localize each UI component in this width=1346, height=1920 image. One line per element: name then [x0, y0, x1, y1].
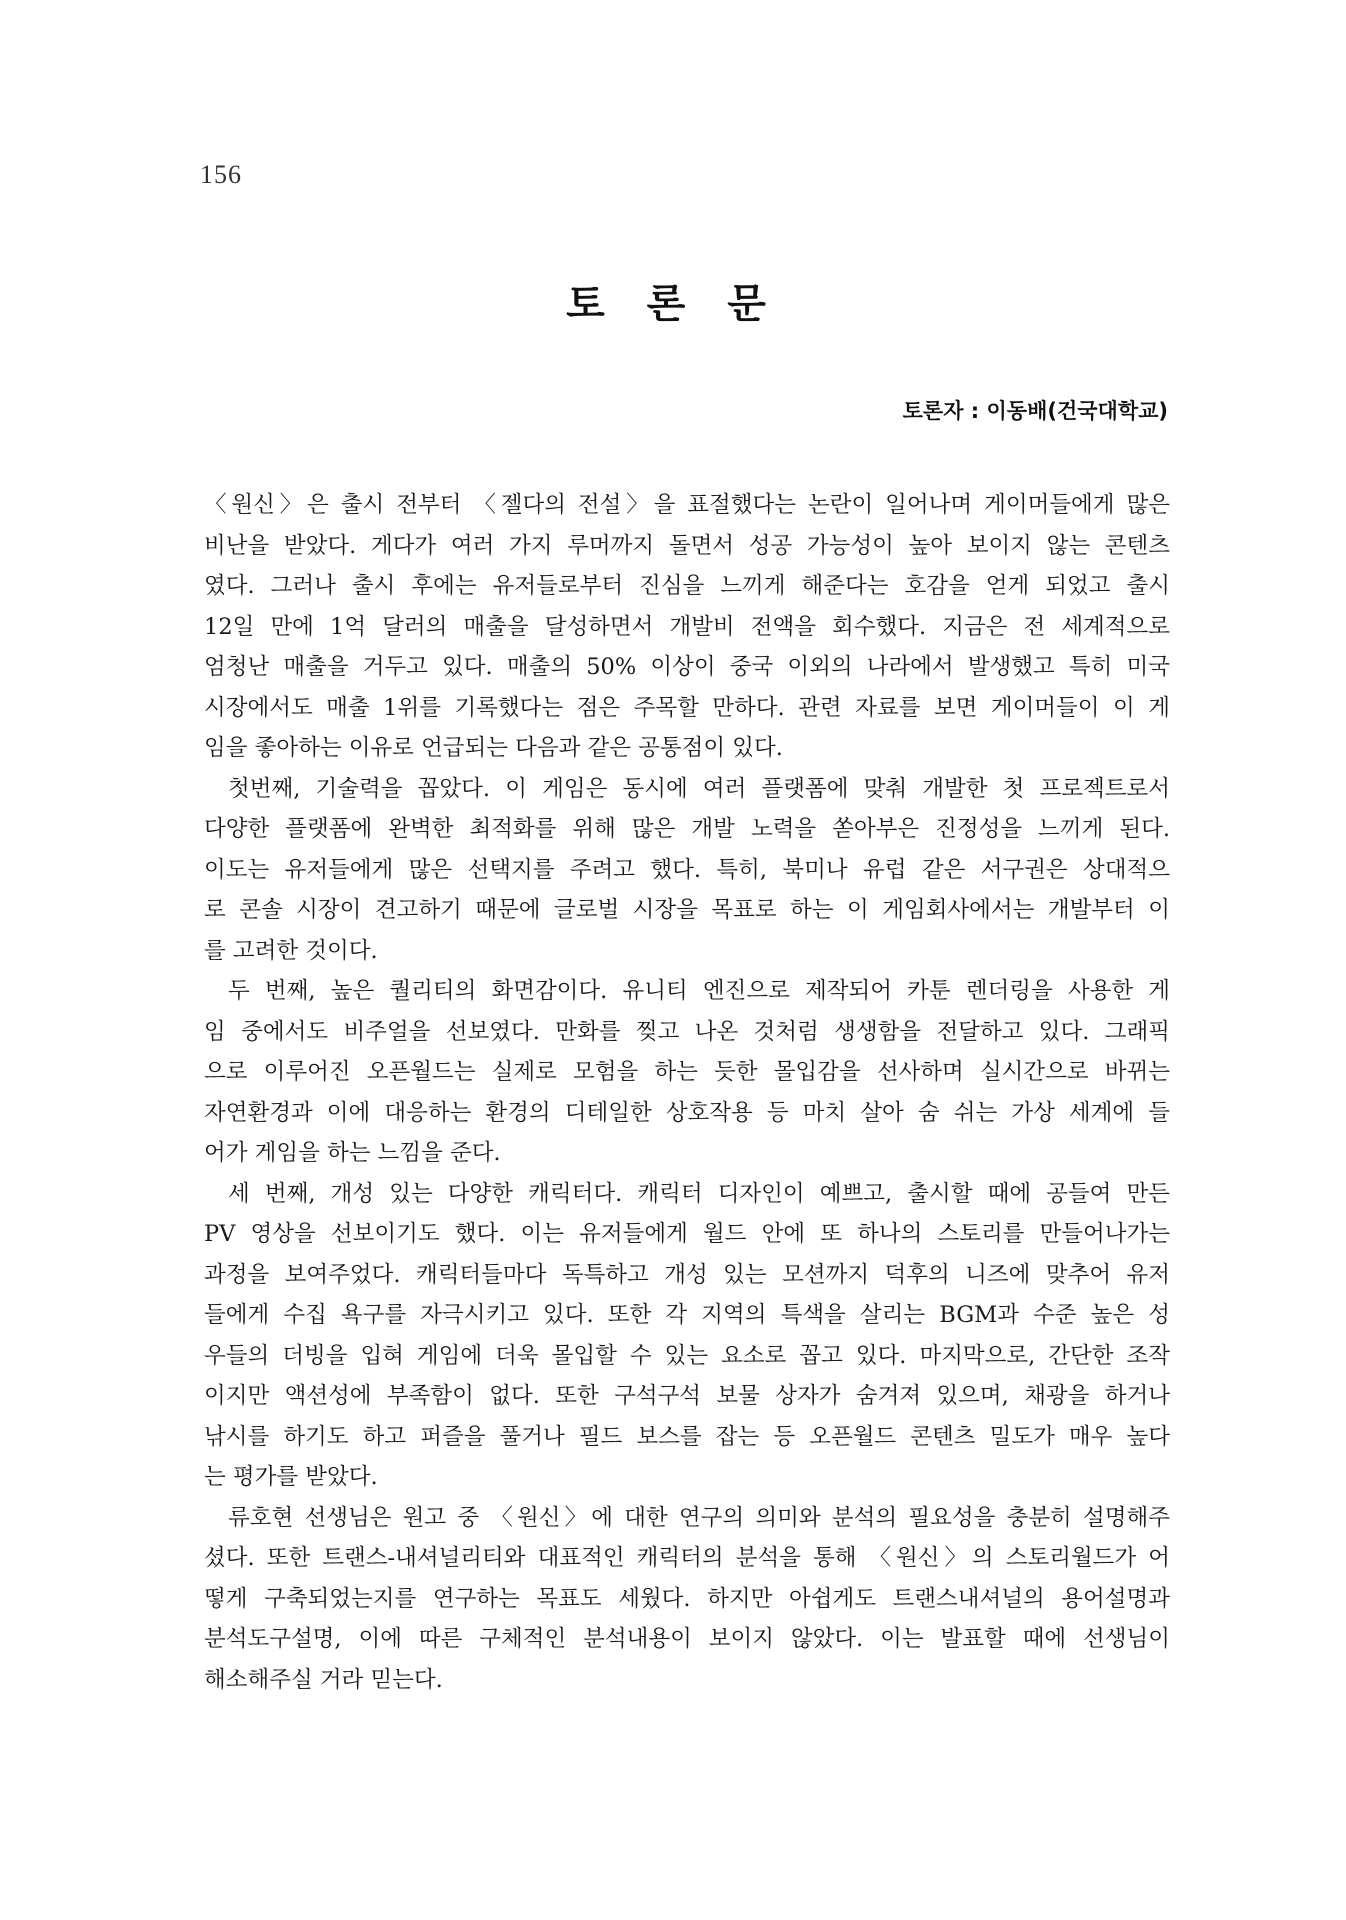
paragraph-line: 시장에서도 매출 1위를 기록했다는 점은 주목할 만하다. 관련 자료를 보면 게이머들이 이 게: [204, 694, 1170, 721]
paragraph-line: 12일 만에 1억 달러의 매출을 달성하면서 개발비 전액을 회수했다. 지금은 전 세계적으로: [204, 613, 1170, 640]
paragraph-line: PV 영상을 선보이기도 했다. 이는 유저들에게 월드 안에 또 하나의 스토리를 만들어나가는: [204, 1221, 1170, 1247]
paragraph-line: 임을 좋아하는 이유로 언급되는 다음과 같은 공통점이 있다.: [204, 735, 783, 761]
paragraph-line: 〈원신〉은 출시 전부터 〈젤다의 전설〉을 표절했다는 논란이 일어나며 게이머들에게 많은: [204, 492, 1170, 518]
discussant-credit: 토론자 : 이동배(건국대학교): [902, 399, 1168, 423]
paragraph-line: 과정을 보여주었다. 캐릭터들마다 독특하고 개성 있는 모션까지 덕후의 니즈에 맞추어 유저: [204, 1261, 1170, 1288]
paragraph-line: 으로 이루어진 오픈월드는 실제로 모험을 하는 듯한 몰입감을 선사하며 실시간으로 바뀌는: [204, 1059, 1170, 1085]
paragraph-line: 첫번째, 기술력을 꼽았다. 이 게임은 동시에 여러 플랫폼에 맞춰 개발한 첫 프로젝트로서: [228, 775, 1170, 802]
paragraph-line: 자연환경과 이에 대응하는 환경의 디테일한 상호작용 등 마치 살아 숨 쉬는 가상 세계에 들: [204, 1099, 1170, 1126]
page-number: 156: [200, 160, 242, 189]
paragraph-line: 두 번째, 높은 퀄리티의 화면감이다. 유니티 엔진으로 제작되어 카툰 렌더링을 사용한 게: [228, 978, 1170, 1004]
paragraph-line: 는 평가를 받았다.: [204, 1464, 378, 1490]
paragraph-line: 였다. 그러나 출시 후에는 유저들로부터 진심을 느끼게 해준다는 호감을 얻게 되었고 출시: [204, 573, 1170, 599]
paragraph-line: 다양한 플랫폼에 완벽한 최적화를 위해 많은 개발 노력을 쏟아부은 진정성을 느끼게 된다.: [204, 816, 1170, 842]
paragraph-line: 들에게 수집 욕구를 자극시키고 있다. 또한 각 지역의 특색을 살리는 BGM과 수준 높은 성: [204, 1302, 1170, 1328]
paragraph-line: 비난을 받았다. 게다가 여러 가지 루머까지 돌면서 성공 가능성이 높아 보이지 않는 콘텐츠: [204, 532, 1170, 559]
paragraph-line: 류호현 선생님은 원고 중 〈원신〉에 대한 연구의 의미와 분석의 필요성을 충분히 설명해주: [228, 1504, 1170, 1531]
paragraph-line: 분석도구설명, 이에 따른 구체적인 분석내용이 보이지 않았다. 이는 발표할 때에 선생님이: [204, 1626, 1170, 1652]
paragraph-line: 세 번째, 개성 있는 다양한 캐릭터다. 캐릭터 디자인이 예쁘고, 출시할 때에 공들여 만든: [228, 1180, 1170, 1207]
paragraph-line: 셨다. 또한 트랜스-내셔널리티와 대표적인 캐릭터의 분석을 통해 〈원신〉의 스토리월드가 어: [204, 1545, 1170, 1571]
paragraph-line: 우들의 더빙을 입혀 게임에 더욱 몰입할 수 있는 요소로 꼽고 있다. 마지막으로, 간단한 조작: [204, 1342, 1170, 1369]
paragraph-line: 임 중에서도 비주얼을 선보였다. 만화를 찢고 나온 것처럼 생생함을 전달하고 있다. 그래픽: [204, 1018, 1170, 1045]
paragraph-line: 어가 게임을 하는 느낌을 준다.: [204, 1140, 501, 1166]
paragraph-line: 엄청난 매출을 거두고 있다. 매출의 50% 이상이 중국 이외의 나라에서 발생했고 특히 미국: [204, 654, 1170, 680]
body-text: [204, 485, 1170, 1700]
page-title: 토 론 문: [566, 281, 780, 327]
paragraph-line: 로 콘솔 시장이 견고하기 때문에 글로벌 시장을 목표로 하는 이 게임회사에서는 개발부터 이: [204, 897, 1170, 923]
paragraph-line: 해소해주실 거라 믿는다.: [204, 1666, 443, 1693]
paragraph-line: 낚시를 하기도 하고 퍼즐을 풀거나 필드 보스를 잡는 등 오픈월드 콘텐츠 밀도가 매우 높다: [204, 1423, 1170, 1450]
paragraph-line: 떻게 구축되었는지를 연구하는 목표도 세웠다. 하지만 아쉽게도 트랜스내셔널의 용어설명과: [204, 1585, 1170, 1612]
paragraph-line: 이도는 유저들에게 많은 선택지를 주려고 했다. 특히, 북미나 유럽 같은 서구권은 상대적으: [204, 856, 1170, 883]
paragraph-line: 이지만 액션성에 부족함이 없다. 또한 구석구석 보물 상자가 숨겨져 있으며, 채광을 하거나: [204, 1383, 1170, 1409]
paragraph-line: 를 고려한 것이다.: [204, 937, 378, 964]
